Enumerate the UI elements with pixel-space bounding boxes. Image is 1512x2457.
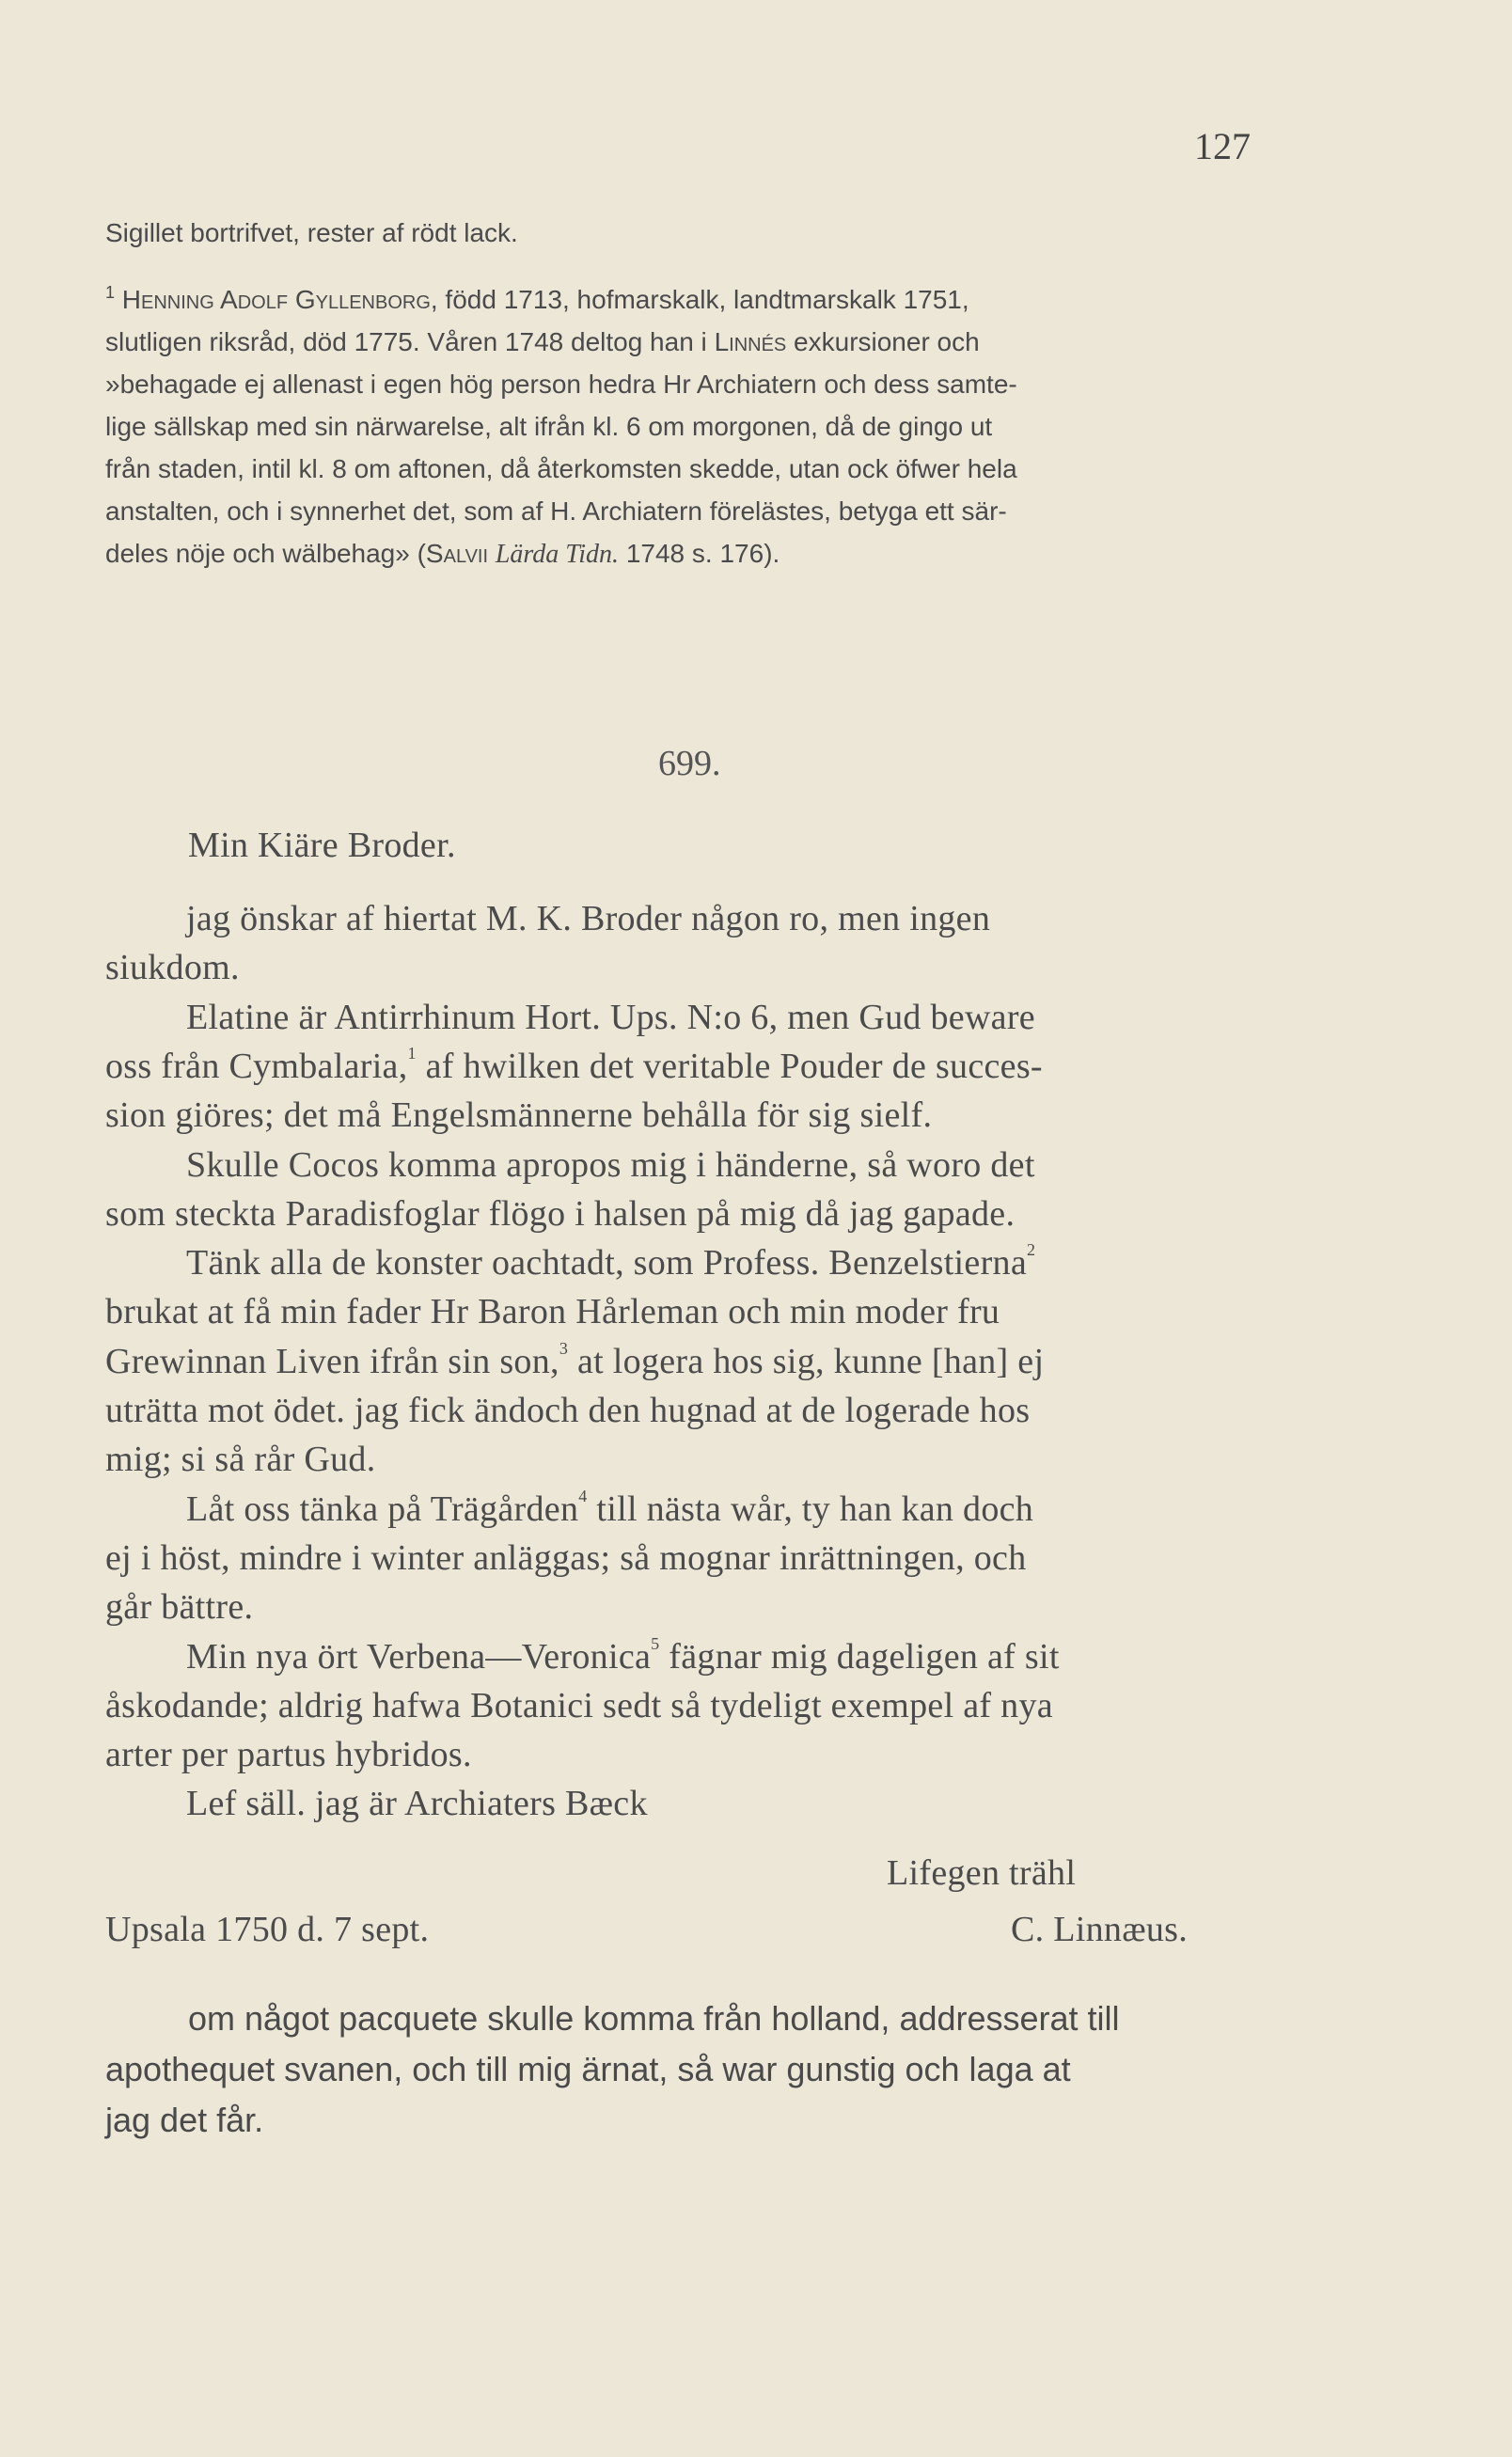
letter-line: Grewinnan Liven ifrån sin son,$^3$ at logera hos sig, kunne [han] ej <box>105 1338 1045 1381</box>
letter-line: sion giöres; det må Engelsmännerne behålla för sig sielf. <box>105 1095 933 1136</box>
postscript-line: jag det får. <box>105 2101 264 2139</box>
letter-line: uträtta mot ödet. jag fick ändoch den hugnad at de logerade hos <box>105 1391 1031 1430</box>
postscript-line: om något pacquete skulle komma från holland, addresserat till <box>188 1999 1120 2038</box>
footnote-ref: 2 <box>1027 1240 1036 1260</box>
letter-line: Låt oss tänka på Trägården$^4$ till nästa wår, ty han kan doch <box>186 1486 1034 1529</box>
footnote-person-name: Henning Adolf Gyllenborg <box>121 285 431 314</box>
letter-line: som steckta Paradisfoglar flögo i halsen på mig då jag gapade. <box>105 1193 1016 1234</box>
letter-line: åskodande; aldrig hafwa Botanici sedt så tydeligt exempel af nya <box>105 1685 1053 1725</box>
footnote-line: »behagade ej allenast i egen hög person hedra Hr Archiatern och dess samte- <box>105 370 1017 399</box>
letter-line: siukdom. <box>105 948 240 988</box>
closing: Lifegen trähl <box>887 1853 1077 1893</box>
letter-line: mig; si så rår Gud. <box>105 1440 376 1480</box>
page-number: 127 <box>1194 125 1251 167</box>
letter-line: jag önskar af hiertat M. K. Broder någon ro, men ingen <box>186 899 991 938</box>
letter-number: 699. <box>658 744 721 783</box>
letter-line: ej i höst, mindre i winter anläggas; så mognar inrättningen, och <box>105 1537 1027 1578</box>
footnote-ref: 3 <box>559 1338 569 1358</box>
footnote-ref: 5 <box>651 1633 660 1653</box>
letter-line: Tänk alla de konster oachtadt, som Profess. Benzelstierna$^2$ <box>186 1240 1036 1284</box>
salutation: Min Kiäre Broder. <box>188 826 456 865</box>
postscript-line: apothequet svanen, och till mig ärnat, så war gunstig och laga at <box>105 2050 1071 2088</box>
footnote-line: slutligen riksråd, död 1775. Våren 1748 deltog han i Linnés exkursioner och <box>105 327 980 356</box>
footnote-ref: 4 <box>578 1486 588 1505</box>
footnote-line: lige sällskap med sin närwarelse, alt ifrån kl. 6 om morgonen, då de gingo ut <box>105 412 993 441</box>
footnote-line: från staden, intil kl. 8 om aftonen, då återkomsten skedde, utan ock öfwer hela <box>105 454 1017 483</box>
top-note: Sigillet bortrifvet, rester af rödt lack. <box>105 218 518 247</box>
letter-line: Elatine är Antirrhinum Hort. Ups. N:o 6, men Gud beware <box>186 997 1035 1037</box>
footnote-marker: 1 <box>105 283 116 302</box>
footnote-linne-name: Linnés <box>714 327 787 356</box>
place-date: Upsala 1750 d. 7 sept. <box>105 1910 430 1949</box>
letter-line: Min nya ört Verbena—Veronica$^5$ fägnar mig dageligen af sit <box>186 1633 1060 1677</box>
letter-line: arter per partus hybridos. <box>105 1735 472 1775</box>
footnote-salvius-name: Salvii <box>425 539 489 568</box>
letter-line: oss från Cymbalaria,$^1$ af hwilken det veritable Pouder de succes- <box>105 1043 1043 1086</box>
signature: C. Linnæus. <box>1011 1910 1189 1949</box>
footnote-ref: 1 <box>407 1043 417 1063</box>
letter-line: brukat at få min fader Hr Baron Hårleman och min moder fru <box>105 1292 1000 1332</box>
letter-line: Lef säll. jag är Archiaters Bæck <box>186 1784 648 1824</box>
letter-line: går bättre. <box>105 1587 254 1628</box>
footnote-line: anstalten, och i synnerhet det, som af H. Archiatern förelästes, betyga ett sär- <box>105 496 1007 526</box>
footnote-line: $^1$ Henning Adolf Gyllenborg, född 1713, hofmarskalk, landtmarskalk 1751, <box>105 283 969 314</box>
footnote-line: deles nöje och wälbehag» (Salvii Lärda Tidn. 1748 s. 176). <box>105 539 780 569</box>
letter-line: Skulle Cocos komma apropos mig i händerne, så woro det <box>186 1144 1035 1185</box>
footnote-periodical-title: Lärda Tidn. <box>495 540 620 569</box>
